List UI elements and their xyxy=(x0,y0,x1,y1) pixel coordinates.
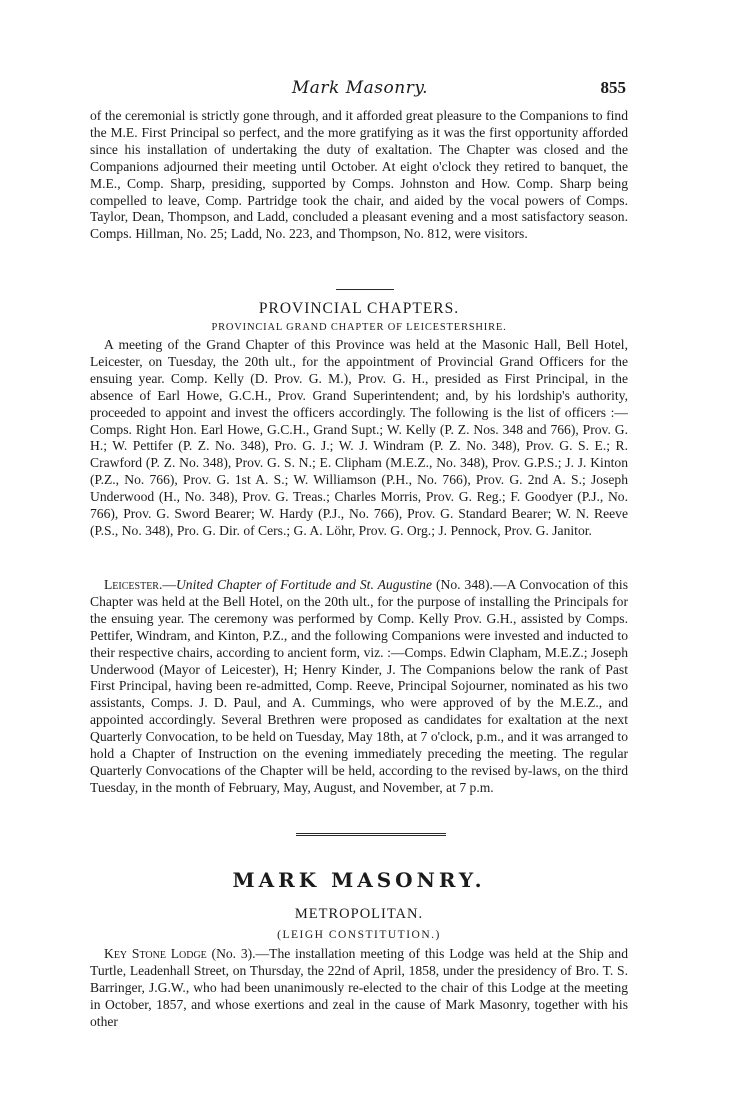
page-number: 855 xyxy=(600,78,626,97)
leigh-constitution-subheading: (LEIGH CONSTITUTION.) xyxy=(277,929,441,941)
continuation-paragraph: of the ceremonial is strictly gone through, and it afforded great pleasure to the Companions to find the M.E. First Principal so perfect, and the more gratifying as it was the first opportunity afforded since his installation of undertaking the duty of exaltation. The Chapter was closed and the Companions adjourned their meeting until October. At eight o'clock they retired to banquet, the M.E., Comp. Sharp, presiding, supported by Comps. Johnston and How. Comp. Sharp being compelled to leave, Comp. Partridge took the chair, and aided by the vocal powers of Comps. Taylor, Dean, Thompson, and Ladd, concluded a pleasant evening and a most satisfactory season. Comps. Hillman, No. 25; Ladd, No. 223, and Thompson, No. 812, were visitors. xyxy=(90,108,628,242)
section-divider-double xyxy=(296,833,446,836)
running-title: Mark Masonry. xyxy=(291,78,429,98)
mark-masonry-heading: MARK MASONRY. xyxy=(232,868,486,892)
provincial-chapters-heading: PROVINCIAL CHAPTERS. xyxy=(258,300,460,317)
leicester-chapter-name: United Chapter of Fortitude and St. Augustine xyxy=(175,577,432,592)
key-stone-lodge-paragraph xyxy=(90,946,628,1031)
lodge-body: (No. 3).—The installation meeting of this Lodge was held at the Ship and Turtle, Leadenhall Street, on Thursday, the 22nd of April, 1858, under the presidency of Bro. T. S. Barringer, J.G.W., who had been unanimously re-elected to the chair of this Lodge at the meeting in October, 1857, and whose exertions and zeal in the cause of Mark Masonry, together with his other xyxy=(90,946,629,1029)
leicestershire-subheading: PROVINCIAL GRAND CHAPTER OF LEICESTERSHIRE. xyxy=(211,322,507,333)
section-divider xyxy=(336,289,394,290)
leicester-body: (No. 348).—A Convocation of this Chapter was held at the Bell Hotel, on the 20th ult., for the purpose of installing the Principals for the ensuing year. The ceremony was performed by Comp. Kelly Prov. G.H., assisted by Comps. Pettifer, Windram, and Kinton, P.Z., and the following Companions were invested and inducted to their respective chairs, according to ancient form, viz. :—Comps. Edwin Clapham, M.E.Z.; Joseph Underwood (Mayor of Leicester), H; Henry Kinder, J. The Companions below the rank of Past First Principal, having been re-admitted, Comp. Reeve, Principal Sojourner, nominated as his two assistants, Comps. J. D. Paul, and A. Cummings, who were approved of by the M.E.Z., and appointed accordingly. Several Brethren were proposed as candidates for exaltation at the next Quarterly Convocation, to be held on Tuesday, May 18th, at 7 o'clock, p.m., and it was arranged to hold a Chapter of Instruction on the evening immediately preceding the meeting. The regular Quarterly Convocations of the Chapter will be held, according to the revised by-laws, on the third Tuesday, in the month of February, May, August, and November, at 7 p.m. xyxy=(90,577,628,795)
leicester-lead: Leicester. xyxy=(104,577,163,592)
metropolitan-subheading: METROPOLITAN. xyxy=(294,906,424,922)
lodge-lead: Key Stone Lodge xyxy=(104,946,207,961)
grand-chapter-paragraph: A meeting of the Grand Chapter of this Province was held at the Masonic Hall, Bell Hotel, Leicester, on Tuesday, the 20th ult., for the appointment of Provincial Grand Officers for the ensuing year. Comp. Kelly (D. Prov. G. M.), Prov. G. H., presided as First Principal, in the absence of Earl Howe, G.C.H., Prov. Grand Superintendent; and, by his lordship's authority, proceeded to appoint and invest the officers accordingly. The following is the list of officers :—Comps. Right Hon. Earl Howe, G.C.H., Grand Supt.; W. Kelly (P. Z. Nos. 348 and 766), Prov. G. H.; W. Pettifer (P. Z. No. 348), Pro. G. J.; W. J. Windram (P. Z. No. 348), Prov. G. S. E.; R. Crawford (P. Z. No. 348), Prov. G. S. N.; E. Clipham (M.E.Z., No. 348), Prov. G.P.S.; J. J. Kinton (P.Z., No. 766), Prov. G. 1st A. S.; W. Williamson (P.H., No. 766), Prov. G. 2nd A. S.; Joseph Underwood (H., No. 348), Prov. G. Treas.; Charles Morris, Prov. G. Reg.; F. Goodyer (P.J., No. 766), Prov. G. Sword Bearer; W. Hardy (P.J., No. 766), Prov. G. Standard Bearer; W. N. Reeve (P.S., No. 348), Pro. G. Dir. of Cers.; G. A. Löhr, Prov. G. Org.; J. Pennock, Prov. G. Janitor. xyxy=(90,337,628,538)
running-head xyxy=(94,78,626,104)
leicester-paragraph: Leicester.—United Chapter of Fortitude and St. Augustine (No. 348).—A Convocation of this Chapter was held at the Bell Hotel, on the 20th ult., for the purpose of installing the Principals for the ensuing year. The ceremony was performed by Comp. Kelly Prov. G.H., assisted by Comps. Pettifer, Windram, and Kinton, P.Z., and the following Companions were invested and inducted to their respective chairs, according to ancient form, viz. :—Comps. Edwin Clapham, M.E.Z.; Joseph Underwood (Mayor of Leicester), H; Henry Kinder, J. The Companions below the rank of Past First Principal, having been re-admitted, Comp. Reeve, Principal Sojourner, nominated as his two assistants, Comps. J. D. Paul, and A. Cummings, who were approved of by the M.E.Z., and appointed accordingly. Several Brethren were proposed as candidates for exaltation at the next Quarterly Convocation, to be held on Tuesday, May 18th, at 7 o'clock, p.m., and it was arranged to hold a Chapter of Instruction on the evening immediately preceding the meeting. The regular Quarterly Convocations of the Chapter will be held, according to the revised by-laws, on the third Tuesday, in the month of February, May, August, and November, at 7 p.m. xyxy=(90,577,628,795)
